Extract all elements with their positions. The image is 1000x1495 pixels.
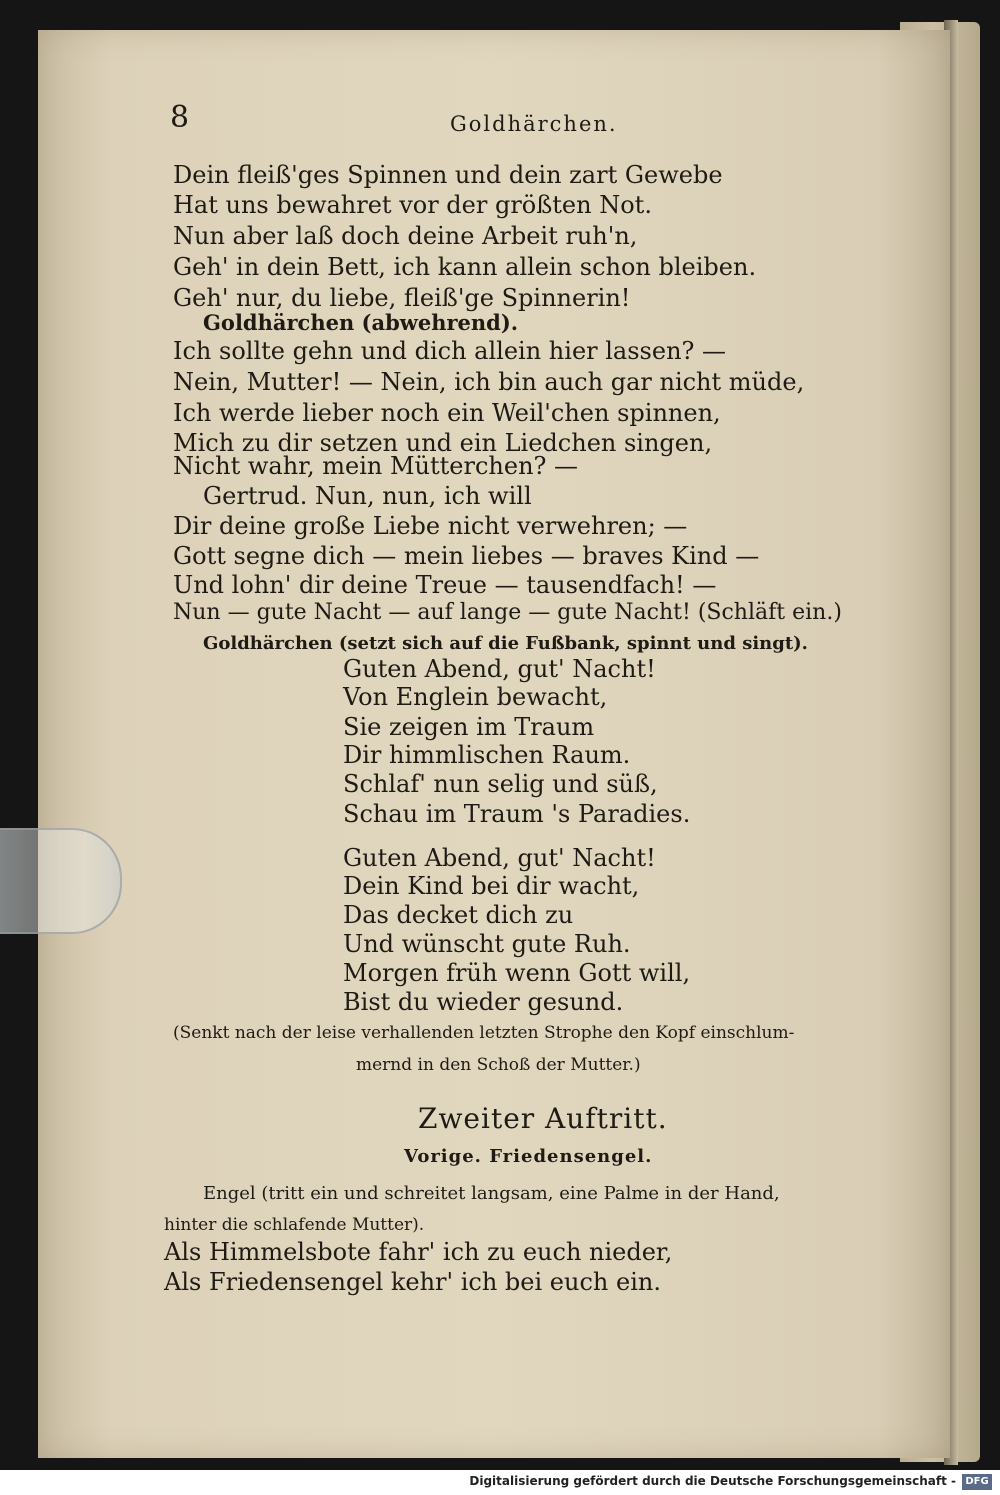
song-line: Sie zeigen im Traum	[343, 713, 595, 741]
stage-direction: (Senkt nach der leise verhallenden letzten Strophe den Kopf einschlum-	[173, 1023, 795, 1043]
song-line: Das decket dich zu	[343, 901, 574, 929]
song-line: Bist du wieder gesund.	[343, 988, 624, 1016]
text-line: Nicht wahr, mein Mütterchen? —	[173, 452, 579, 480]
text-line: Dir deine große Liebe nicht verwehren; —	[173, 512, 688, 540]
song-line: Dir himmlischen Raum.	[343, 741, 631, 769]
text-line: Dein fleiß'ges Spinnen und dein zart Gewebe	[173, 161, 723, 189]
text-line: Nun — gute Nacht — auf lange — gute Nacht! (Schläft ein.)	[173, 600, 842, 625]
scene-heading: Zweiter Auftritt.	[418, 1102, 668, 1135]
page-number: 8	[170, 100, 190, 135]
text-line: Mich zu dir setzen und ein Liedchen singen,	[173, 429, 713, 457]
text-line: Gott segne dich — mein liebes — braves Kind —	[173, 542, 760, 570]
digitization-footer	[0, 1470, 1000, 1495]
text-line: Geh' nur, du liebe, fleiß'ge Spinnerin!	[173, 284, 631, 312]
song-line: Guten Abend, gut' Nacht!	[343, 655, 656, 683]
song-line: Morgen früh wenn Gott will,	[343, 959, 691, 987]
text-line: Nun aber laß doch deine Arbeit ruh'n,	[173, 222, 638, 250]
text-line: Geh' in dein Bett, ich kann allein schon bleiben.	[173, 253, 757, 281]
stage-direction: mernd in den Schoß der Mutter.)	[356, 1055, 641, 1075]
song-line: Guten Abend, gut' Nacht!	[343, 844, 656, 872]
speaker-line: Goldhärchen (abwehrend).	[203, 310, 519, 335]
dfg-logo: DFG	[962, 1474, 992, 1490]
text-line: Ich werde lieber noch ein Weil'chen spinnen,	[173, 399, 721, 427]
scene-characters: Vorige. Friedensengel.	[404, 1146, 653, 1167]
text-line: Als Friedensengel kehr' ich bei euch ein.	[164, 1268, 661, 1296]
text-line: Nein, Mutter! — Nein, ich bin auch gar nicht müde,	[173, 368, 805, 396]
song-line: Dein Kind bei dir wacht,	[343, 872, 640, 900]
speaker-line: Engel (tritt ein und schreitet langsam, eine Palme in der Hand,	[203, 1183, 780, 1204]
stage-direction: hinter die schlafende Mutter).	[164, 1215, 425, 1235]
text-line: Hat uns bewahret vor der größten Not.	[173, 191, 652, 219]
running-head: Goldhärchen.	[450, 112, 618, 136]
song-line: Und wünscht gute Ruh.	[343, 930, 631, 958]
text-line: Als Himmelsbote fahr' ich zu euch nieder,	[164, 1238, 673, 1266]
song-line: Schlaf' nun selig und süß,	[343, 770, 658, 798]
speaker-line: Goldhärchen (setzt sich auf die Fußbank, spinnt und singt).	[203, 633, 808, 654]
text-line: Und lohn' dir deine Treue — tausendfach! —	[173, 571, 717, 599]
song-line: Von Englein bewacht,	[343, 683, 608, 711]
song-line: Schau im Traum 's Paradies.	[343, 800, 691, 828]
speaker-line: Gertrud. Nun, nun, ich will	[203, 482, 532, 510]
footer-credit: Digitalisierung gefördert durch die Deutsche Forschungsgemeinschaft -	[469, 1474, 956, 1488]
text-line: Ich sollte gehn und dich allein hier lassen? —	[173, 337, 727, 365]
